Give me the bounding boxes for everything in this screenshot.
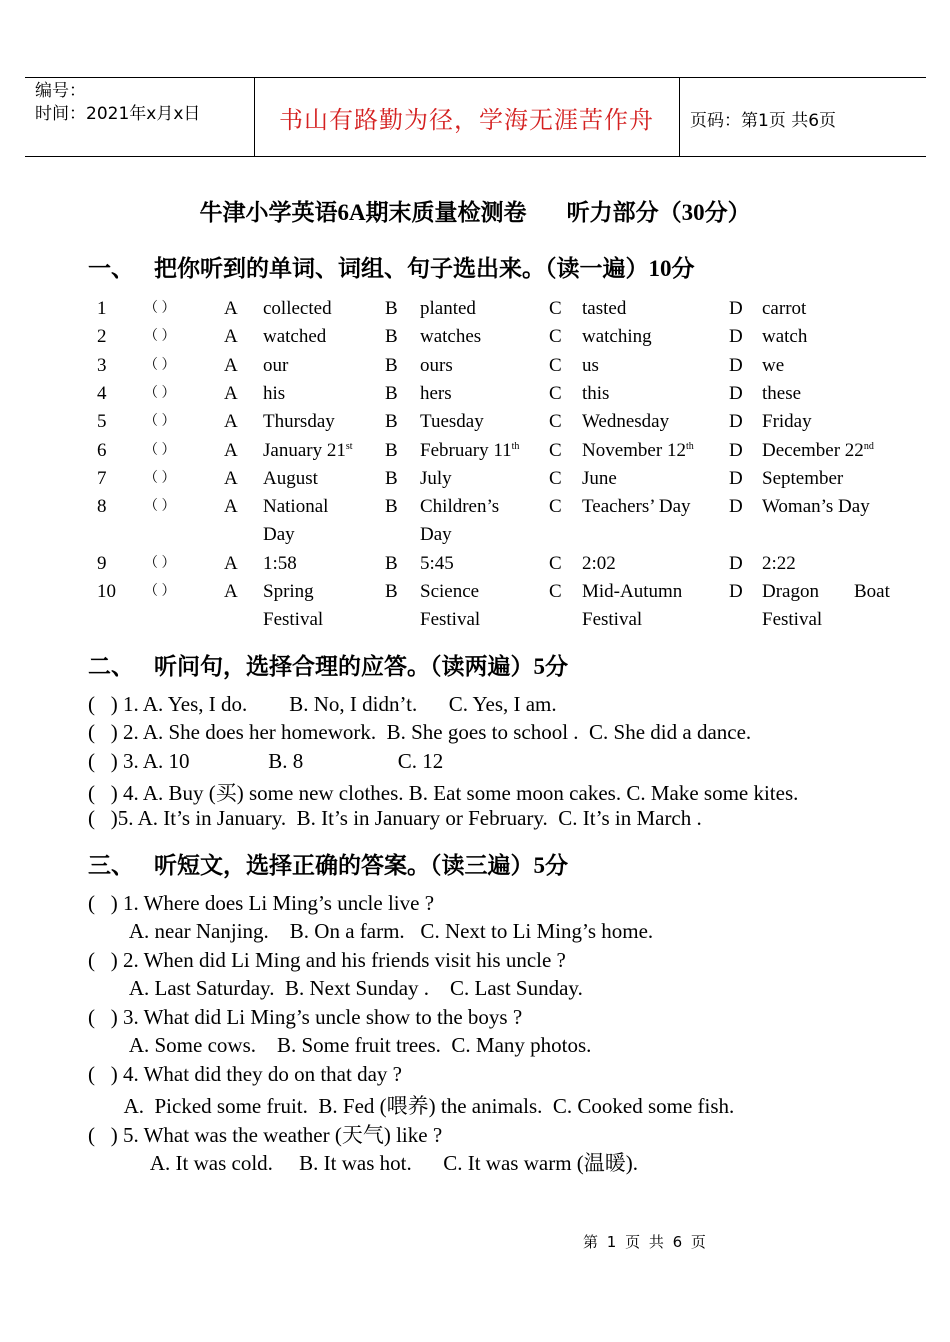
option-letter-d: D xyxy=(729,496,743,518)
header-divider xyxy=(679,78,680,156)
option-b: July xyxy=(420,467,452,489)
option-letter-b: B xyxy=(385,326,398,348)
option-a-continued: Day xyxy=(263,524,295,546)
option-letter-c: C xyxy=(549,581,562,602)
section-number: 三、 xyxy=(88,853,134,878)
answer-blank: （ ） xyxy=(144,499,176,515)
question-line: ( ) 5. What was the weather (天气) like ? xyxy=(88,1123,443,1147)
option-c-continued: Festival xyxy=(582,609,643,631)
option-letter-a: A xyxy=(224,552,238,574)
option-b: planted xyxy=(420,298,476,319)
option-b: ours xyxy=(420,354,453,376)
option-c: this xyxy=(582,382,610,404)
header-page-info: 页码：第1页 共6页 xyxy=(690,111,837,131)
option-a: his xyxy=(263,382,286,404)
option-letter-a: A xyxy=(224,581,238,602)
section-title: 把你听到的单词、词组、句子选出来。（读一遍）10分 xyxy=(154,256,695,281)
question-line: ( ) 2. When did Li Ming and his friends visit his uncle ? xyxy=(88,948,566,972)
question-number: 6 xyxy=(97,439,107,461)
option-letter-d: D xyxy=(729,326,743,348)
option-d-continued: Festival xyxy=(762,609,823,631)
option-letter-d: D xyxy=(729,298,743,319)
question-line: ( )5. A. It’s in January. B. It’s in January or February. C. It’s in March . xyxy=(88,806,702,830)
option-letter-a: A xyxy=(224,382,238,404)
section-title: 听问句，选择合理的应答。（读两遍）5分 xyxy=(154,654,568,679)
option-d: carrot xyxy=(762,298,807,319)
title-sub: 听力部分（30分） xyxy=(566,200,751,225)
option-letter-c: C xyxy=(549,552,562,574)
option-letter-c: C xyxy=(549,354,562,376)
answer-blank: （ ） xyxy=(144,301,176,316)
page-footer: 第 1 页 共 6 页 xyxy=(583,1233,708,1251)
option-b: Tuesday xyxy=(420,411,484,433)
question-number: 9 xyxy=(97,552,107,574)
answer-blank: （ ） xyxy=(144,357,176,373)
option-letter-d: D xyxy=(729,439,743,461)
section-title: 听短文，选择正确的答案。（读三遍）5分 xyxy=(154,853,568,878)
option-letter-a: A xyxy=(224,326,238,348)
question-line: ( ) 3. What did Li Ming’s uncle show to the boys ? xyxy=(88,1005,523,1029)
option-letter-a: A xyxy=(224,496,238,518)
option-b-continued: Day xyxy=(420,524,452,546)
option-a: 1:58 xyxy=(263,552,297,574)
question-number: 1 xyxy=(97,298,107,319)
option-d: December 22nd xyxy=(762,439,874,461)
option-letter-b: B xyxy=(385,298,398,319)
option-b: hers xyxy=(420,382,452,404)
option-letter-a: A xyxy=(224,467,238,489)
option-letter-b: B xyxy=(385,354,398,376)
option-letter-b: B xyxy=(385,581,398,602)
option-b: Science xyxy=(420,581,480,602)
option-letter-b: B xyxy=(385,382,398,404)
option-d-continued: Boat xyxy=(854,581,890,602)
option-d: Dragon xyxy=(762,581,819,602)
option-letter-b: B xyxy=(385,552,398,574)
option-letter-c: C xyxy=(549,382,562,404)
option-a: Thursday xyxy=(263,411,335,433)
question-number: 10 xyxy=(97,581,116,602)
option-c: 2:02 xyxy=(582,552,616,574)
document-header xyxy=(25,77,926,157)
option-a: Spring xyxy=(263,581,314,602)
option-d: Woman’s Day xyxy=(762,496,870,518)
question-number: 8 xyxy=(97,496,107,518)
option-d: these xyxy=(762,382,802,404)
option-a: collected xyxy=(263,298,332,319)
option-c: watching xyxy=(582,326,652,348)
option-a: August xyxy=(263,467,318,489)
answer-blank: （ ） xyxy=(144,555,176,571)
answer-options: A. It was cold. B. It was hot. C. It was warm (温暖). xyxy=(88,1151,639,1175)
option-d: Friday xyxy=(762,411,812,433)
answer-blank: （ ） xyxy=(144,470,176,486)
option-d: we xyxy=(762,354,785,376)
option-a-continued: Festival xyxy=(263,609,324,631)
option-d: watch xyxy=(762,326,808,348)
option-letter-a: A xyxy=(224,439,238,461)
option-letter-c: C xyxy=(549,496,562,518)
option-letter-c: C xyxy=(549,467,562,489)
option-b: February 11th xyxy=(420,439,520,461)
question-number: 7 xyxy=(97,467,107,489)
answer-blank: （ ） xyxy=(144,385,176,401)
option-letter-b: B xyxy=(385,467,398,489)
option-b: 5:45 xyxy=(420,552,454,574)
section2-heading xyxy=(88,648,568,681)
header-motto: 书山有路勤为径，学海无涯苦作舟 xyxy=(279,106,654,134)
option-c: November 12th xyxy=(582,439,694,461)
answer-options: A. near Nanjing. B. On a farm. C. Next to Li Ming’s home. xyxy=(88,919,654,943)
option-letter-a: A xyxy=(224,298,238,319)
option-letter-d: D xyxy=(729,382,743,404)
section-number: 二、 xyxy=(88,654,134,679)
option-b: Children’s xyxy=(420,496,500,518)
answer-options: A. Last Saturday. B. Next Sunday . C. Last Sunday. xyxy=(88,976,583,1000)
answer-options: A. Picked some fruit. B. Fed (喂养) the animals. C. Cooked some fish. xyxy=(88,1094,735,1118)
option-a: our xyxy=(263,354,289,376)
question-line: ( ) 1. Where does Li Ming’s uncle live ? xyxy=(88,891,435,915)
option-c: June xyxy=(582,467,617,489)
option-c: Teachers’ Day xyxy=(582,496,691,518)
option-c: us xyxy=(582,354,599,376)
option-c: Mid-Autumn xyxy=(582,581,683,602)
question-line: ( ) 3. A. 10 B. 8 C. 12 xyxy=(88,749,444,773)
option-letter-d: D xyxy=(729,552,743,574)
option-c: tasted xyxy=(582,298,627,319)
section-number: 一、 xyxy=(88,256,134,281)
question-line: ( ) 2. A. She does her homework. B. She goes to school . C. She did a dance. xyxy=(88,720,752,744)
question-number: 4 xyxy=(97,382,107,404)
answer-options: A. Some cows. B. Some fruit trees. C. Many photos. xyxy=(88,1033,592,1057)
question-line: ( ) 4. What did they do on that day ? xyxy=(88,1062,402,1086)
number-label: 编号： xyxy=(35,81,86,101)
option-letter-b: B xyxy=(385,411,398,433)
option-b-continued: Festival xyxy=(420,609,481,631)
header-meta xyxy=(35,80,200,126)
title-main: 牛津小学英语6A期末质量检测卷 xyxy=(199,200,527,225)
option-d: 2:22 xyxy=(762,552,796,574)
option-c: Wednesday xyxy=(582,411,670,433)
option-letter-d: D xyxy=(729,467,743,489)
option-b: watches xyxy=(420,326,482,348)
option-letter-b: B xyxy=(385,496,398,518)
option-a: January 21st xyxy=(263,439,353,461)
option-letter-c: C xyxy=(549,439,562,461)
option-letter-c: C xyxy=(549,326,562,348)
multiple-choice-list xyxy=(0,295,950,635)
answer-blank: （ ） xyxy=(144,442,176,458)
option-a: National xyxy=(263,496,329,518)
option-letter-a: A xyxy=(224,354,238,376)
answer-blank: （ ） xyxy=(144,414,176,430)
option-letter-d: D xyxy=(729,411,743,433)
section1-heading xyxy=(88,250,695,283)
option-d: September xyxy=(762,467,844,489)
answer-blank: （ ） xyxy=(144,329,176,345)
question-number: 2 xyxy=(97,326,107,348)
question-number: 5 xyxy=(97,411,107,433)
page-title xyxy=(0,194,950,227)
time-label: 时间：2021年x月x日 xyxy=(35,104,201,124)
option-letter-d: D xyxy=(729,354,743,376)
question-number: 3 xyxy=(97,354,107,376)
option-letter-d: D xyxy=(729,581,743,602)
question-line: ( ) 4. A. Buy (买) some new clothes. B. Eat some moon cakes. C. Make some kites. xyxy=(88,781,799,805)
option-letter-c: C xyxy=(549,298,562,319)
option-letter-c: C xyxy=(549,411,562,433)
answer-blank: （ ） xyxy=(144,584,176,599)
section3-heading xyxy=(88,847,568,880)
option-a: watched xyxy=(263,326,327,348)
option-letter-a: A xyxy=(224,411,238,433)
question-line: ( ) 1. A. Yes, I do. B. No, I didn’t. C. Yes, I am. xyxy=(88,692,557,716)
option-letter-b: B xyxy=(385,439,398,461)
